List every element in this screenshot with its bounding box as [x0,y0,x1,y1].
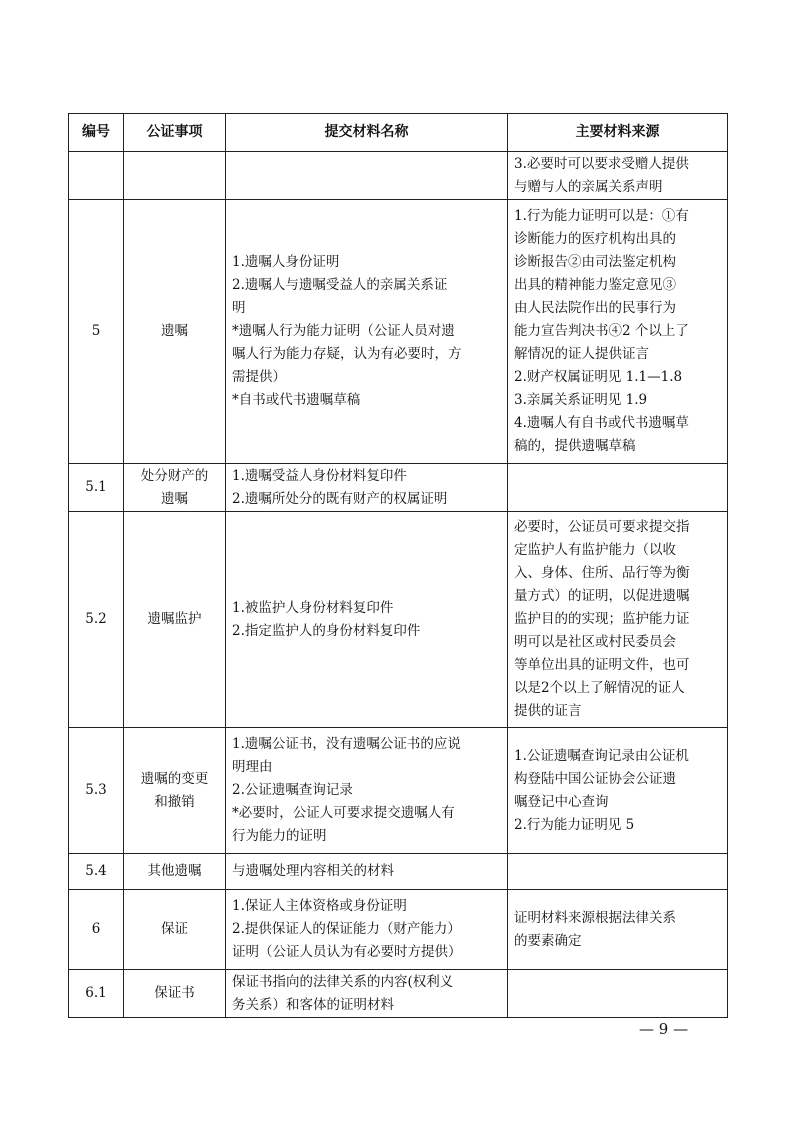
text-line: 遗嘱 [161,490,188,507]
text-line: *自书或代书遗嘱草稿 [232,392,361,408]
text-line: 保证书指向的法律关系的内容(权利义 [232,973,454,990]
text-line: 由人民法院作出的民事行为 [514,300,676,316]
text-line: 嘱登记中心查询 [514,793,609,810]
text-line: 其他遗嘱 [147,863,202,879]
cell-notary-item [124,728,226,854]
text-line: 2.行为能力证明见 5 [514,816,635,833]
text-line: 保证 [161,921,188,937]
text-line: 嘱人行为能力存疑，认为有必要时，方 [232,346,462,362]
cell-sources [508,728,728,854]
cell-sources [508,200,728,464]
table-row [69,970,728,1018]
page-number: — 9 — [639,1020,689,1038]
cell-materials [226,890,508,970]
text-line: 2.提供保证人的保证能力（财产能力） [232,921,461,937]
cell-materials [226,854,508,890]
text-line: 1.公证遗嘱查询记录由公证机 [514,747,689,764]
text-line: 遗嘱 [161,323,188,339]
text-line: 明理由 [232,759,273,775]
table-row [69,728,728,854]
cell-sources [508,970,728,1018]
text-line: 量方式）的证明，以促进遗嘱 [514,588,690,604]
table-row [69,890,728,970]
text-line: 的要素确定 [514,932,582,949]
text-line: 3.亲属关系证明见 1.9 [514,392,648,408]
text-line: 诊断报告②由司法鉴定机构 [514,254,676,270]
text-line: 遗嘱的变更 [140,770,209,787]
text-line: 能力宣告判决书④2 个以上了 [514,323,689,339]
text-line: 构登陆中国公证协会公证遗 [514,770,676,787]
cell-sources [508,152,728,200]
text-line: 提供的证言 [514,703,582,719]
cell-sources [508,464,728,512]
cell-number: 5.2 [69,512,124,728]
cell-number: 5 [69,200,124,464]
cell-materials [226,200,508,464]
cell-notary-item [124,152,226,200]
table-row [69,464,728,512]
text-line: 1.被监护人身份材料复印件 [232,599,394,616]
cell-notary-item [124,970,226,1018]
text-line: 1.行为能力证明可以是：①有 [514,208,689,224]
text-line: 1.保证人主体资格或身份证明 [232,898,407,914]
header-number: 编号 [69,114,124,152]
cell-notary-item [124,890,226,970]
cell-number: 6.1 [69,970,124,1018]
cell-materials [226,970,508,1018]
text-line: 3.必要时可以要求受赠人提供 [514,155,689,172]
text-line: 2.遗嘱所处分的既有财产的权属证明 [232,490,448,507]
text-line: 诊断能力的医疗机构出具的 [514,231,676,247]
cell-number: 5.1 [69,464,124,512]
cell-number [69,152,124,200]
cell-materials [226,152,508,200]
cell-sources [508,854,728,890]
text-line: 和撤销 [154,793,195,810]
text-line: 处分财产的 [140,467,209,484]
text-line: 1.遗嘱公证书，没有遗嘱公证书的应说 [232,736,461,752]
cell-sources [508,512,728,728]
cell-sources [508,890,728,970]
cell-materials [226,512,508,728]
cell-materials [226,464,508,512]
cell-number: 5.3 [69,728,124,854]
text-line: 解情况的证人提供证言 [514,346,649,362]
text-line: *必要时，公证人可要求提交遗嘱人有 [232,805,455,821]
cell-number: 6 [69,890,124,970]
text-line: 与遗嘱处理内容相关的材料 [232,863,394,879]
table-header-row [69,114,728,152]
text-line: 等单位出具的证明文件，也可 [514,657,690,673]
cell-number: 5.4 [69,854,124,890]
text-line: 出具的精神能力鉴定意见③ [514,277,676,293]
text-line: 明 [232,300,246,316]
table-row [69,152,728,200]
table-row [69,854,728,890]
text-line: 定监护人有监护能力（以收 [514,542,676,558]
table-row [69,200,728,464]
text-line: 监护目的的实现；监护能力证 [514,611,690,627]
notary-materials-table [68,113,728,1018]
text-line: 入、身体、住所、品行等为衡 [514,565,690,581]
text-line: 4.遗嘱人有自书或代书遗嘱草 [514,415,689,431]
text-line: 1.遗嘱人身份证明 [232,254,340,270]
text-line: 以是2个以上了解情况的证人 [514,680,685,696]
header-notary-item: 公证事项 [124,114,226,152]
text-line: 需提供） [232,369,286,385]
text-line: 务关系）和客体的证明材料 [232,996,394,1013]
cell-notary-item [124,512,226,728]
header-sources: 主要材料来源 [508,114,728,152]
header-materials: 提交材料名称 [226,114,508,152]
text-line: *遗嘱人行为能力证明（公证人员对遗 [232,323,455,339]
text-line: 2.遗嘱人与遗嘱受益人的亲属关系证 [232,277,448,293]
text-line: 必要时，公证员可要求提交指 [514,519,690,535]
text-line: 遗嘱监护 [147,611,202,627]
cell-notary-item [124,854,226,890]
text-line: 行为能力的证明 [232,828,327,844]
text-line: 保证书 [154,985,195,1001]
cell-notary-item [124,200,226,464]
cell-materials [226,728,508,854]
text-line: 2.财产权属证明见 1.1—1.8 [514,369,683,385]
table-row [69,512,728,728]
text-line: 证明材料来源根据法律关系 [514,909,676,926]
text-line: 稿的，提供遗嘱草稿 [514,438,636,454]
text-line: 与赠与人的亲属关系声明 [514,178,663,195]
text-line: 证明（公证人员认为有必要时方提供） [232,944,462,960]
text-line: 明可以是社区或村民委员会 [514,634,676,650]
text-line: 1.遗嘱受益人身份材料复印件 [232,467,407,484]
cell-notary-item [124,464,226,512]
text-line: 2.公证遗嘱查询记录 [232,782,353,798]
text-line: 2.指定监护人的身份材料复印件 [232,622,421,639]
